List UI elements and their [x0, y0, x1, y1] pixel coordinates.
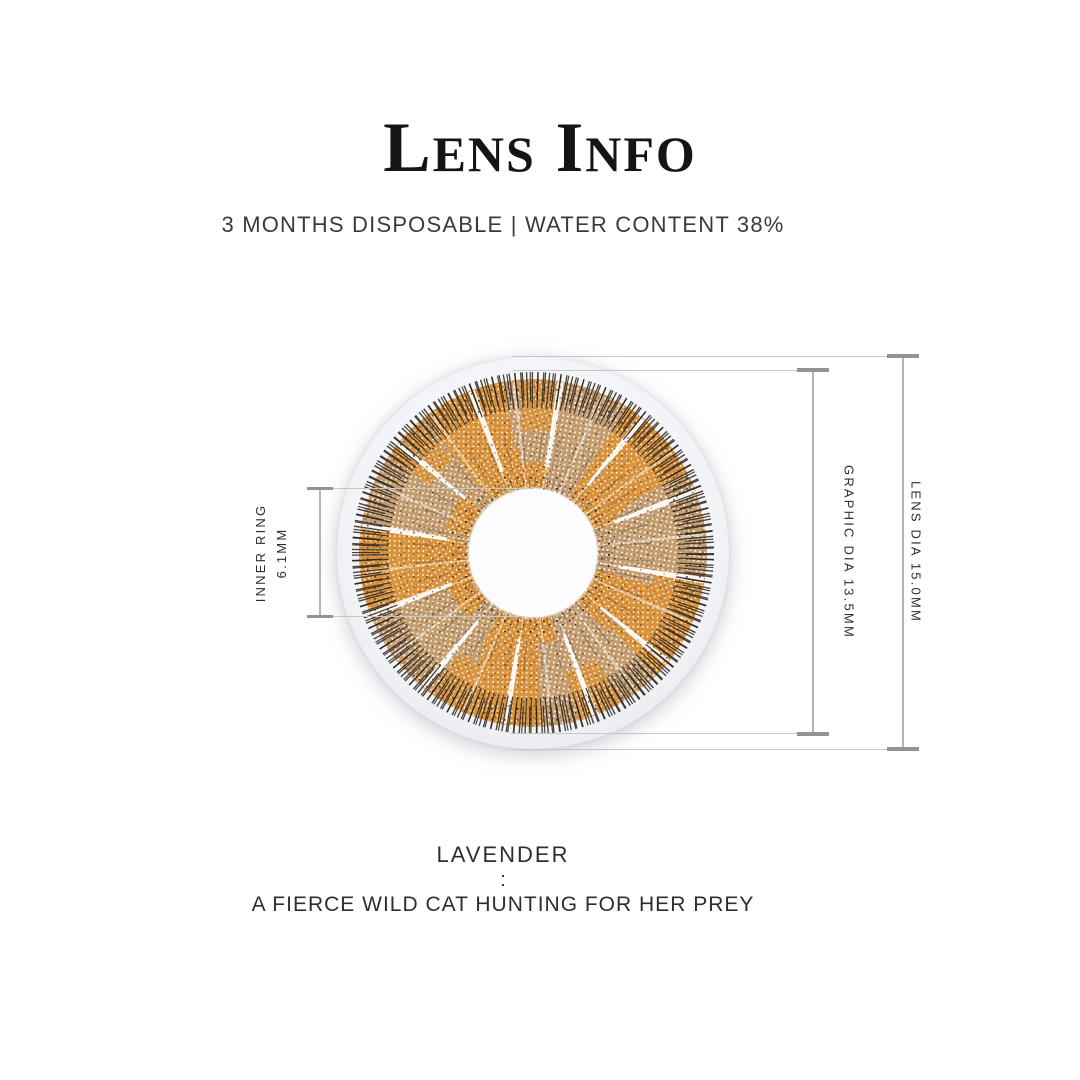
- separator-colon: :: [500, 869, 506, 891]
- inner-ring-dimension-line: [319, 489, 321, 617]
- inner-ring-label: [250, 504, 292, 603]
- lens-name: LAVENDER: [436, 842, 570, 867]
- lens-dia-label: LENS DIA 15.0MM: [908, 480, 924, 624]
- lens-dia-bottom-connector-line: [511, 749, 903, 750]
- lens-dia-dimension-line: [902, 356, 904, 750]
- graphic-dia-bottom-cap: [797, 732, 829, 736]
- inner-ring-bottom-cap: [307, 615, 333, 618]
- graphic-dia-label: GRAPHIC DIA 13.5MM: [841, 465, 857, 639]
- graphic-dia-dimension-line: [812, 371, 814, 734]
- inner-ring-label-line2: 6.1MM: [274, 527, 289, 579]
- inner-ring-top-cap: [307, 487, 333, 490]
- lens-dia-top-cap: [887, 354, 919, 358]
- graphic-dia-bottom-connector-line: [511, 733, 813, 734]
- inner-ring-label-line1: INNER RING: [253, 503, 268, 603]
- product-subtitle: 3 MONTHS DISPOSABLE | WATER CONTENT 38%: [221, 212, 785, 237]
- lens-illustration: [333, 353, 733, 753]
- lens-dia-bottom-cap: [887, 747, 919, 751]
- page-title: Lens Info: [383, 109, 697, 187]
- lens-tagline: A FIERCE WILD CAT HUNTING FOR HER PREY: [251, 893, 755, 916]
- graphic-dia-top-connector-line: [513, 370, 813, 371]
- inner-ring-top-connector-line: [320, 488, 527, 489]
- inner-ring-bottom-connector-line: [320, 616, 524, 617]
- lens-dia-top-connector-line: [513, 356, 903, 357]
- graphic-dia-top-cap: [797, 368, 829, 372]
